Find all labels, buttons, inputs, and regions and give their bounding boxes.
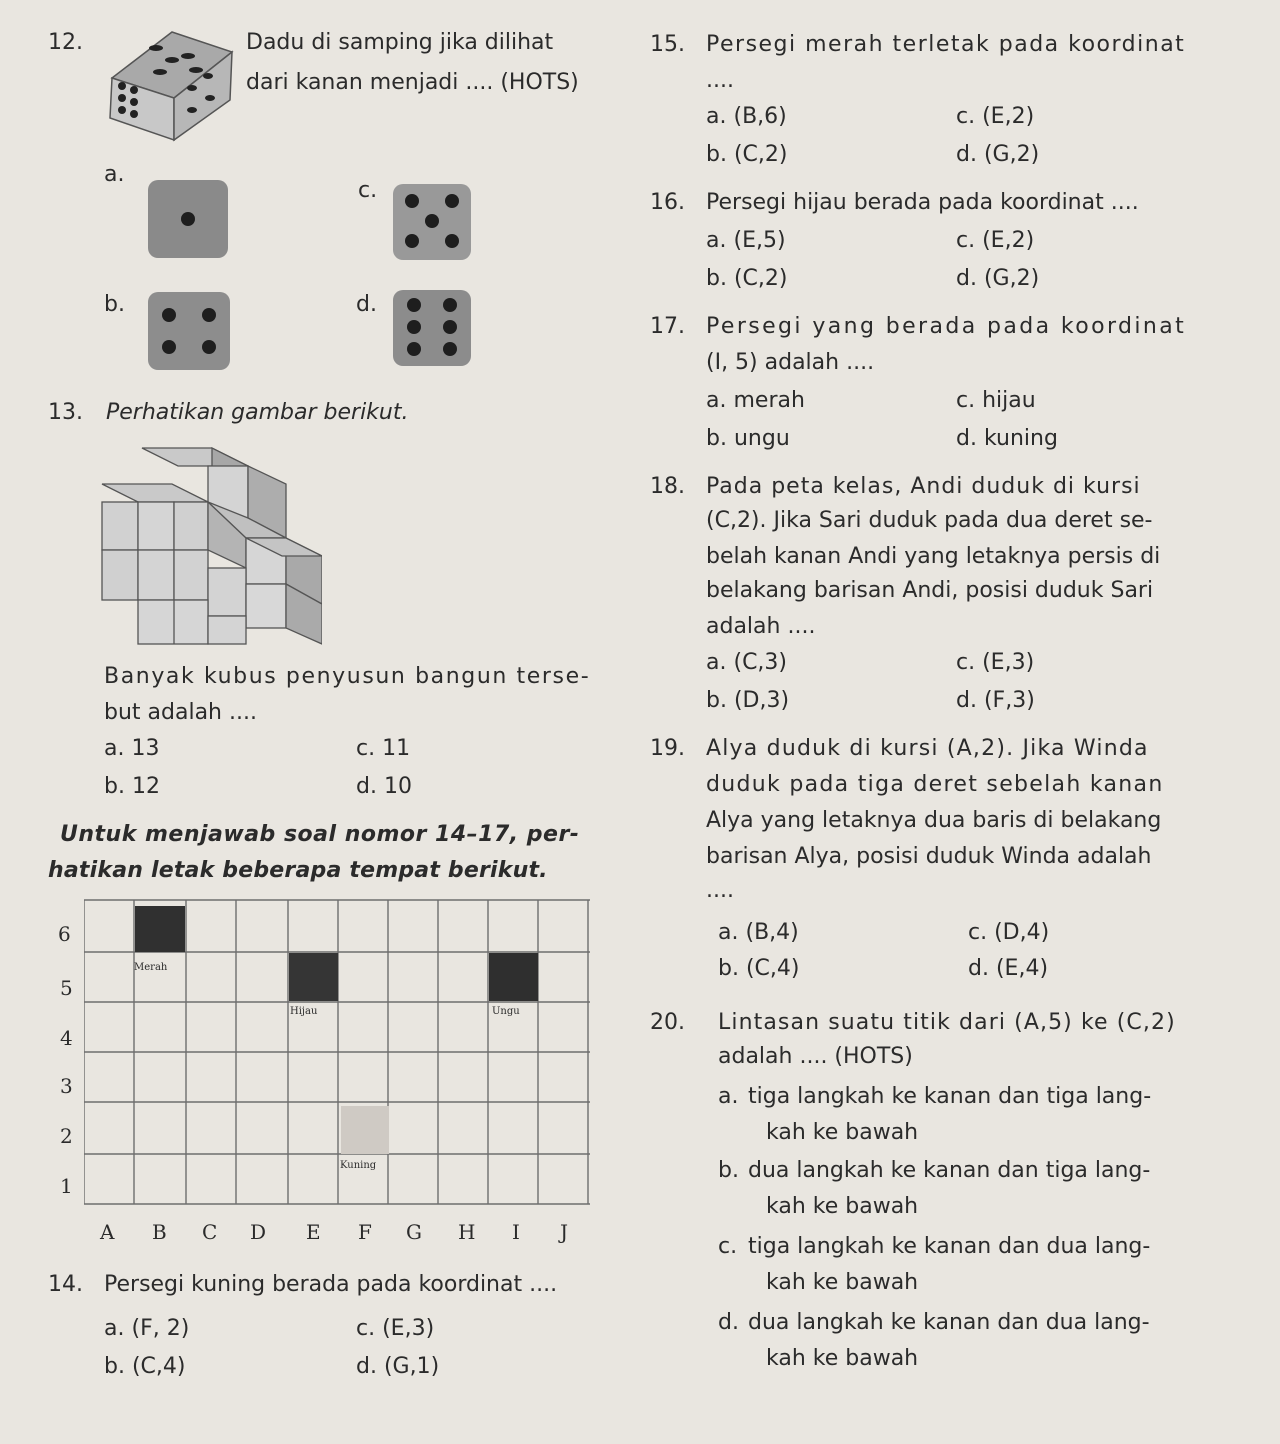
q17-stem-line2: (I, 5) adalah ....	[706, 350, 875, 375]
die-face-four[interactable]	[148, 292, 230, 370]
q16-stem: Persegi hijau berada pada koordinat ....	[706, 190, 1139, 215]
option-letter: b.	[104, 774, 125, 799]
q19-option-a[interactable]	[718, 920, 799, 946]
q18-line4: belakang barisan Andi, posisi duduk Sari	[706, 578, 1154, 603]
option-line2: kah ke bawah	[766, 1346, 919, 1371]
option-letter: d.	[956, 426, 977, 451]
q16-option-c[interactable]	[956, 228, 1034, 254]
q14-option-a[interactable]	[104, 1316, 189, 1342]
q13-question-line1: Banyak kubus penyusun bangun terse-	[104, 664, 591, 689]
q15-stem: Persegi merah terletak pada koordinat	[706, 32, 1186, 57]
option-line2: kah ke bawah	[766, 1194, 919, 1219]
q13-stem: Perhatikan gambar berikut.	[106, 400, 409, 425]
option-letter: d.	[956, 266, 977, 291]
col-label-g: G	[406, 1220, 422, 1244]
option-letter: c.	[956, 104, 976, 129]
q15-number: 15.	[650, 32, 685, 57]
q17-option-c[interactable]	[956, 388, 1036, 414]
square-merah	[135, 906, 185, 952]
option-letter: d.	[356, 774, 377, 799]
pip	[425, 214, 439, 228]
option-letter: a.	[706, 650, 727, 675]
pip	[181, 212, 195, 226]
instruction-line1: Untuk menjawab soal nomor 14–17, per-	[60, 822, 580, 847]
q18-number: 18.	[650, 474, 685, 499]
row-label-2: 2	[60, 1124, 73, 1148]
option-line2: kah ke bawah	[766, 1270, 919, 1295]
option-text: (C,4)	[131, 1354, 186, 1379]
option-text: (E,5)	[733, 228, 786, 253]
option-text: hijau	[982, 388, 1036, 413]
option-letter: a.	[104, 1316, 125, 1341]
option-letter: c.	[718, 1234, 738, 1259]
q16-number: 16.	[650, 190, 685, 215]
die-face-one[interactable]	[148, 180, 228, 258]
option-line2: kah ke bawah	[766, 1120, 919, 1145]
option-text: merah	[733, 388, 805, 413]
q14-option-c[interactable]	[356, 1316, 434, 1342]
pip	[405, 194, 419, 208]
q18-option-c[interactable]	[956, 650, 1034, 676]
q12-option-b-letter[interactable]: b.	[104, 292, 125, 317]
label-kuning: Kuning	[340, 1160, 377, 1171]
option-text: (F, 2)	[131, 1316, 190, 1341]
option-letter: a.	[718, 1084, 739, 1109]
option-letter: a.	[706, 228, 727, 253]
q18-line2: (C,2). Jika Sari duduk pada dua deret se-	[706, 508, 1153, 533]
q13-option-c[interactable]	[356, 736, 410, 762]
option-line1: dua langkah ke kanan dan dua lang-	[748, 1310, 1150, 1335]
q14-number: 14.	[48, 1272, 83, 1297]
q19-option-b[interactable]	[718, 956, 800, 982]
coordinate-grid	[84, 898, 590, 1208]
option-text: (D,3)	[733, 688, 790, 713]
option-letter: b.	[104, 1354, 125, 1379]
q13-option-b[interactable]	[104, 774, 160, 800]
q17-stem: Persegi yang berada pada koordinat	[706, 314, 1187, 339]
option-letter: b.	[706, 266, 727, 291]
q18-line5: adalah ....	[706, 614, 816, 639]
q19-line3: Alya yang letaknya dua baris di belakang	[706, 808, 1162, 833]
option-letter: d.	[956, 142, 977, 167]
square-hijau	[289, 953, 338, 1001]
row-label-5: 5	[60, 976, 73, 1000]
col-label-f: F	[358, 1220, 372, 1244]
q15-stem-line2: ....	[706, 68, 734, 93]
col-label-h: H	[458, 1220, 476, 1244]
col-label-e: E	[306, 1220, 321, 1244]
q12-option-a-letter[interactable]: a.	[104, 162, 125, 187]
option-text: 10	[383, 774, 412, 799]
option-text: (E,2)	[982, 104, 1035, 129]
q12-stem-line2: dari kanan menjadi .... (HOTS)	[246, 70, 579, 95]
q12-option-c-letter[interactable]: c.	[358, 178, 378, 203]
cube-structure	[100, 438, 322, 646]
row-label-3: 3	[60, 1074, 73, 1098]
q17-number: 17.	[650, 314, 685, 339]
option-letter: b.	[718, 1158, 739, 1183]
q12-option-d-letter[interactable]: d.	[356, 292, 377, 317]
option-line1: tiga langkah ke kanan dan dua lang-	[748, 1234, 1151, 1259]
col-label-a: A	[100, 1220, 115, 1244]
option-text: (C,2)	[733, 142, 788, 167]
pip	[202, 340, 216, 354]
q15-option-c[interactable]	[956, 104, 1034, 130]
pip	[407, 342, 421, 356]
row-label-6: 6	[58, 922, 71, 946]
option-letter: b.	[706, 142, 727, 167]
pip	[162, 308, 176, 322]
q14-option-d[interactable]	[356, 1354, 439, 1380]
q16-option-b[interactable]	[706, 266, 788, 292]
option-line1: dua langkah ke kanan dan tiga lang-	[748, 1158, 1151, 1183]
option-text: 13	[131, 736, 160, 761]
option-text: (E,3)	[982, 650, 1035, 675]
pip	[202, 308, 216, 322]
option-letter: a.	[706, 388, 727, 413]
option-letter: c.	[956, 388, 976, 413]
square-kuning	[341, 1106, 389, 1154]
col-label-d: D	[250, 1220, 267, 1244]
option-letter: b.	[706, 688, 727, 713]
option-letter: d.	[968, 956, 989, 981]
q16-option-a[interactable]	[706, 228, 786, 254]
square-ungu	[489, 953, 538, 1001]
q13-option-d[interactable]	[356, 774, 412, 800]
option-letter: a.	[718, 920, 739, 945]
option-text: 12	[131, 774, 160, 799]
option-text: kuning	[983, 426, 1058, 451]
option-text: (E,3)	[382, 1316, 435, 1341]
q13-option-a[interactable]	[104, 736, 159, 762]
q19-line2: duduk pada tiga deret sebelah kanan	[706, 772, 1164, 797]
label-ungu: Ungu	[492, 1006, 520, 1017]
q19-option-c[interactable]	[968, 920, 1049, 946]
q17-option-a[interactable]	[706, 388, 805, 414]
pip	[407, 298, 421, 312]
q18-option-b[interactable]	[706, 688, 789, 714]
die-face-five[interactable]	[393, 184, 471, 260]
col-label-b: B	[152, 1220, 167, 1244]
option-letter: b.	[706, 426, 727, 451]
die-face-six[interactable]	[393, 290, 471, 366]
option-text: (E,2)	[982, 228, 1035, 253]
option-text: (G,2)	[983, 266, 1040, 291]
option-letter: c.	[356, 1316, 376, 1341]
q13-question-line2: but adalah ....	[104, 700, 257, 725]
q12-stem-line1: Dadu di samping jika dilihat	[246, 30, 554, 55]
label-merah: Merah	[134, 962, 168, 973]
option-text: ungu	[733, 426, 790, 451]
q15-option-d[interactable]	[956, 142, 1039, 168]
option-letter: c.	[356, 736, 376, 761]
pip	[162, 340, 176, 354]
die-illustration	[100, 26, 240, 144]
q17-option-d[interactable]	[956, 426, 1058, 452]
q12-number: 12.	[48, 30, 83, 55]
option-letter: c.	[968, 920, 988, 945]
pip	[443, 342, 457, 356]
q13-number: 13.	[48, 400, 83, 425]
option-text: (G,1)	[383, 1354, 440, 1379]
q18-line1: Pada peta kelas, Andi duduk di kursi	[706, 474, 1141, 499]
q14-stem: Persegi kuning berada pada koordinat ....	[104, 1272, 558, 1297]
option-text: (C,4)	[745, 956, 800, 981]
option-letter: c.	[956, 228, 976, 253]
col-label-j: J	[560, 1220, 569, 1244]
col-label-i: I	[512, 1220, 520, 1244]
pip	[405, 234, 419, 248]
q19-line5: ....	[706, 878, 734, 903]
q19-number: 19.	[650, 736, 685, 761]
instruction-line2: hatikan letak beberapa tempat berikut.	[48, 858, 548, 883]
row-label-4: 4	[60, 1026, 73, 1050]
q18-option-d[interactable]	[956, 688, 1035, 714]
option-text: (B,4)	[745, 920, 799, 945]
col-label-c: C	[202, 1220, 218, 1244]
option-letter: d.	[956, 688, 977, 713]
option-letter: c.	[956, 650, 976, 675]
q18-option-a[interactable]	[706, 650, 787, 676]
q17-option-b[interactable]	[706, 426, 790, 452]
q16-option-d[interactable]	[956, 266, 1039, 292]
q19-line1: Alya duduk di kursi (A,2). Jika Winda	[706, 736, 1149, 761]
option-letter: d.	[356, 1354, 377, 1379]
option-text: (B,6)	[733, 104, 787, 129]
q20-stem-line2: adalah .... (HOTS)	[718, 1044, 913, 1069]
label-hijau: Hijau	[290, 1006, 318, 1017]
option-text: (D,4)	[994, 920, 1050, 945]
option-letter: a.	[104, 736, 125, 761]
q15-option-b[interactable]	[706, 142, 788, 168]
option-letter: a.	[706, 104, 727, 129]
q20-stem: Lintasan suatu titik dari (A,5) ke (C,2)	[718, 1010, 1176, 1035]
pip	[407, 320, 421, 334]
option-text: (C,2)	[733, 266, 788, 291]
option-text: 11	[382, 736, 411, 761]
option-text: (F,3)	[983, 688, 1035, 713]
q14-option-b[interactable]	[104, 1354, 186, 1380]
option-text: (E,4)	[995, 956, 1049, 981]
option-letter: d.	[718, 1310, 739, 1335]
row-label-1: 1	[60, 1174, 73, 1198]
option-line1: tiga langkah ke kanan dan tiga lang-	[748, 1084, 1152, 1109]
q18-line3: belah kanan Andi yang letaknya persis di	[706, 544, 1161, 569]
option-text: (G,2)	[983, 142, 1040, 167]
q15-option-a[interactable]	[706, 104, 787, 130]
pip	[445, 194, 459, 208]
pip	[443, 298, 457, 312]
q20-number: 20.	[650, 1010, 685, 1035]
q19-line4: barisan Alya, posisi duduk Winda adalah	[706, 844, 1152, 869]
pip	[445, 234, 459, 248]
option-text: (C,3)	[733, 650, 788, 675]
pip	[443, 320, 457, 334]
q19-option-d[interactable]	[968, 956, 1048, 982]
option-letter: b.	[718, 956, 739, 981]
